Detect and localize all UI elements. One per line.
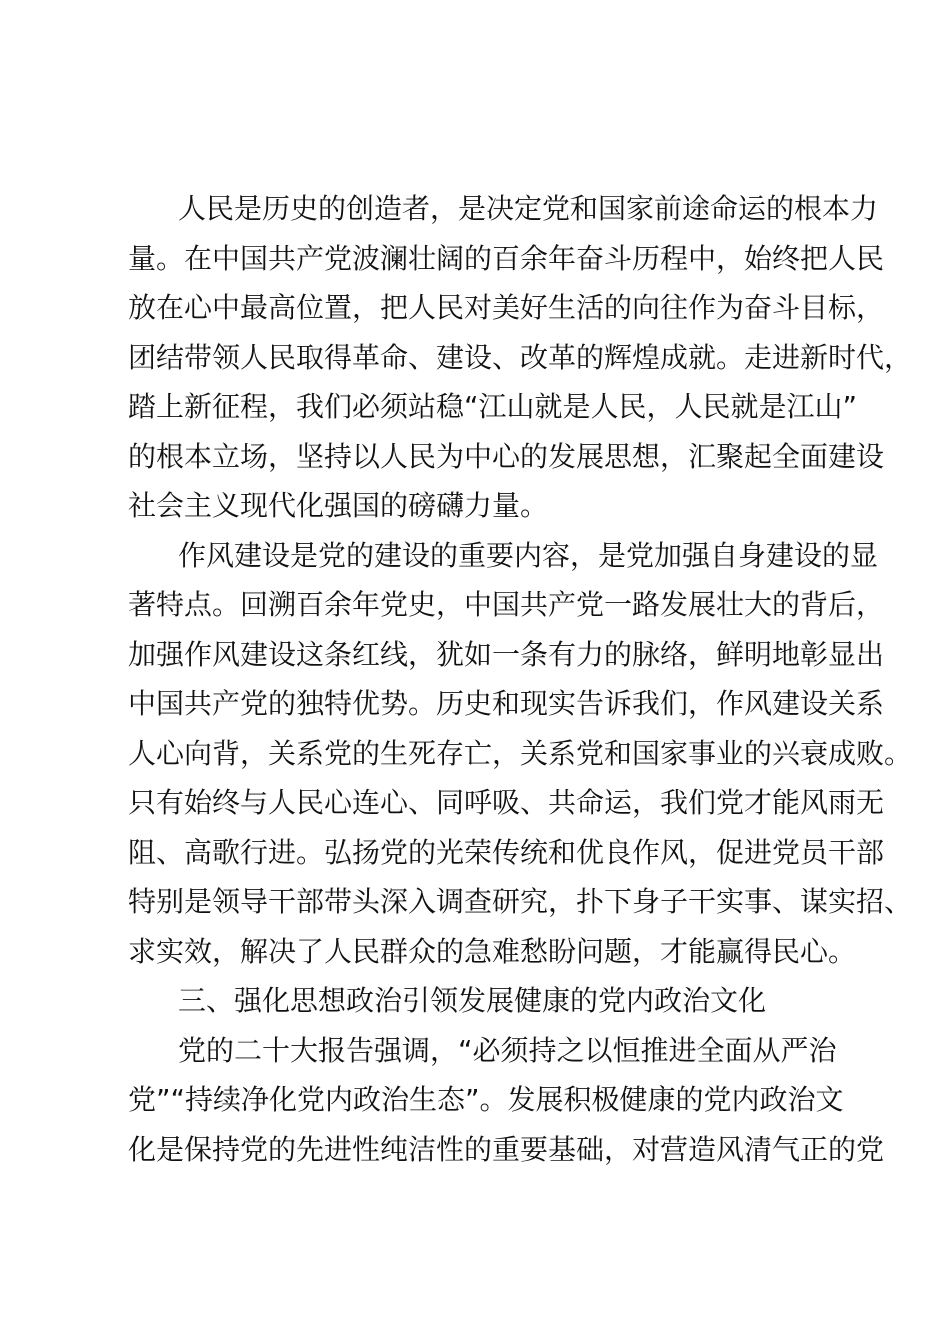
paragraph-2-line-7: 阻、高歌行进。弘扬党的光荣传统和优良作风，促进党员干部	[128, 835, 885, 869]
paragraph-2-line-4: 中国共产党的独特优势。历史和现实告诉我们，作风建设关系	[128, 687, 885, 720]
paragraph-1-line-7: 社会主义现代化强国的磅礴力量。	[128, 489, 549, 522]
paragraph-3-line-3: 化是保持党的先进性纯洁性的重要基础，对营造风清气正的党	[128, 1132, 885, 1166]
paragraph-1-line-1: 人民是历史的创造者，是决定党和国家前途命运的根本力	[178, 192, 879, 225]
paragraph-1-line-4: 团结带领人民取得革命、建设、改革的辉煌成就。走进新时代，	[128, 340, 913, 374]
paragraph-2-line-1: 作风建设是党的建设的重要内容，是党加强自身建设的显	[178, 538, 879, 572]
paragraph-2-line-8: 特别是领导干部带头深入调查研究，扑下身子干实事、谋实招、	[128, 885, 913, 918]
paragraph-3-line-2: 党”“持续净化党内政治生态”。发展积极健康的党内政治文	[128, 1083, 844, 1116]
section-heading: 三、强化思想政治引领发展健康的党内政治文化	[178, 984, 767, 1017]
paragraph-1-line-6: 的根本立场，坚持以人民为中心的发展思想，汇聚起全面建设	[128, 439, 885, 473]
paragraph-2-line-5: 人心向背，关系党的生死存亡，关系党和国家事业的兴衰成败。	[128, 736, 913, 770]
paragraph-2-line-3: 加强作风建设这条红线，犹如一条有力的脉络，鲜明地彰显出	[128, 637, 885, 671]
paragraph-3-line-1: 党的二十大报告强调，“必须持之以恒推进全面从严治	[178, 1033, 837, 1067]
paragraph-1-line-2: 量。在中国共产党波澜壮阔的百余年奋斗历程中，始终把人民	[128, 241, 885, 275]
document-body	[128, 184, 913, 1174]
paragraph-1-line-3: 放在心中最高位置，把人民对美好生活的向往作为奋斗目标，	[128, 291, 885, 324]
paragraph-2-line-9: 求实效，解决了人民群众的急难愁盼问题，才能赢得民心。	[128, 934, 857, 968]
paragraph-2-line-6: 只有始终与人民心连心、同呼吸、共命运，我们党才能风雨无	[128, 786, 885, 819]
paragraph-1-line-5: 踏上新征程，我们必须站稳“江山就是人民，人民就是江山”	[128, 390, 858, 423]
paragraph-2-line-2: 著特点。回溯百余年党史，中国共产党一路发展壮大的背后，	[128, 588, 885, 621]
